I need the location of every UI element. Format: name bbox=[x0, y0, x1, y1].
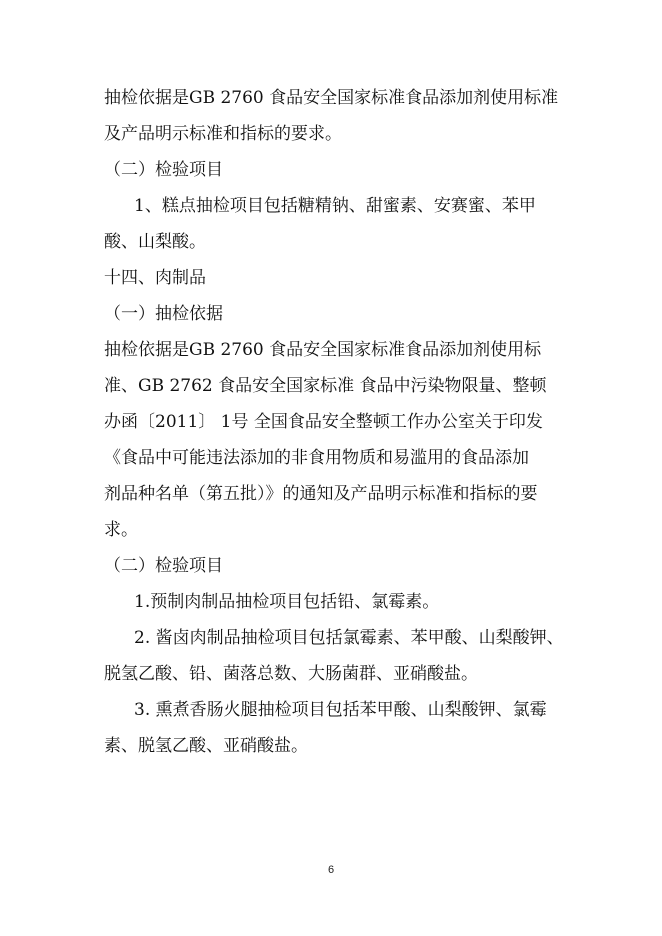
item-text-line: 2. 酱卤肉制品抽检项目包括氯霉素、苯甲酸、山梨酸钾、 bbox=[134, 628, 564, 648]
section-title: 十四、肉制品 bbox=[104, 268, 206, 288]
item-text-line: 1、糕点抽检项目包括糖精钠、甜蜜素、安赛蜜、苯甲 bbox=[134, 196, 536, 216]
basis-text-line: 准、GB 2762 食品安全国家标准 食品中污染物限量、整顿 bbox=[104, 376, 547, 396]
item-text-line: 3. 熏煮香肠火腿抽检项目包括苯甲酸、山梨酸钾、氯霉 bbox=[134, 700, 547, 720]
items-heading: （二）检验项目 bbox=[104, 160, 223, 180]
basis-text-line: 《食品中可能违法添加的非食用物质和易滥用的食品添加 bbox=[104, 448, 529, 468]
basis-text-line: 抽检依据是GB 2760 食品安全国家标准食品添加剂使用标准 bbox=[104, 88, 559, 108]
item-text-line: 素、脱氢乙酸、亚硝酸盐。 bbox=[104, 736, 308, 756]
item-text-line: 脱氢乙酸、铅、菌落总数、大肠菌群、亚硝酸盐。 bbox=[104, 664, 478, 684]
page-number: 6 bbox=[327, 864, 335, 876]
item-text-line: 酸、山梨酸。 bbox=[104, 232, 206, 252]
basis-text-line: 办函〔2011〕 1号 全国食品安全整顿工作办公室关于印发 bbox=[104, 412, 543, 432]
basis-text-line: 抽检依据是GB 2760 食品安全国家标准食品添加剂使用标 bbox=[104, 340, 542, 360]
document-body bbox=[104, 80, 574, 764]
items-heading: （二）检验项目 bbox=[104, 556, 223, 576]
basis-text-line: 及产品明示标准和指标的要求。 bbox=[104, 124, 342, 144]
item-text-line: 1.预制肉制品抽检项目包括铅、氯霉素。 bbox=[134, 592, 440, 612]
basis-text-line: 求。 bbox=[104, 520, 138, 540]
basis-heading: （一）抽检依据 bbox=[104, 304, 223, 324]
basis-text-line: 剂品种名单（第五批）》的通知及产品明示标准和指标的要 bbox=[104, 484, 538, 504]
